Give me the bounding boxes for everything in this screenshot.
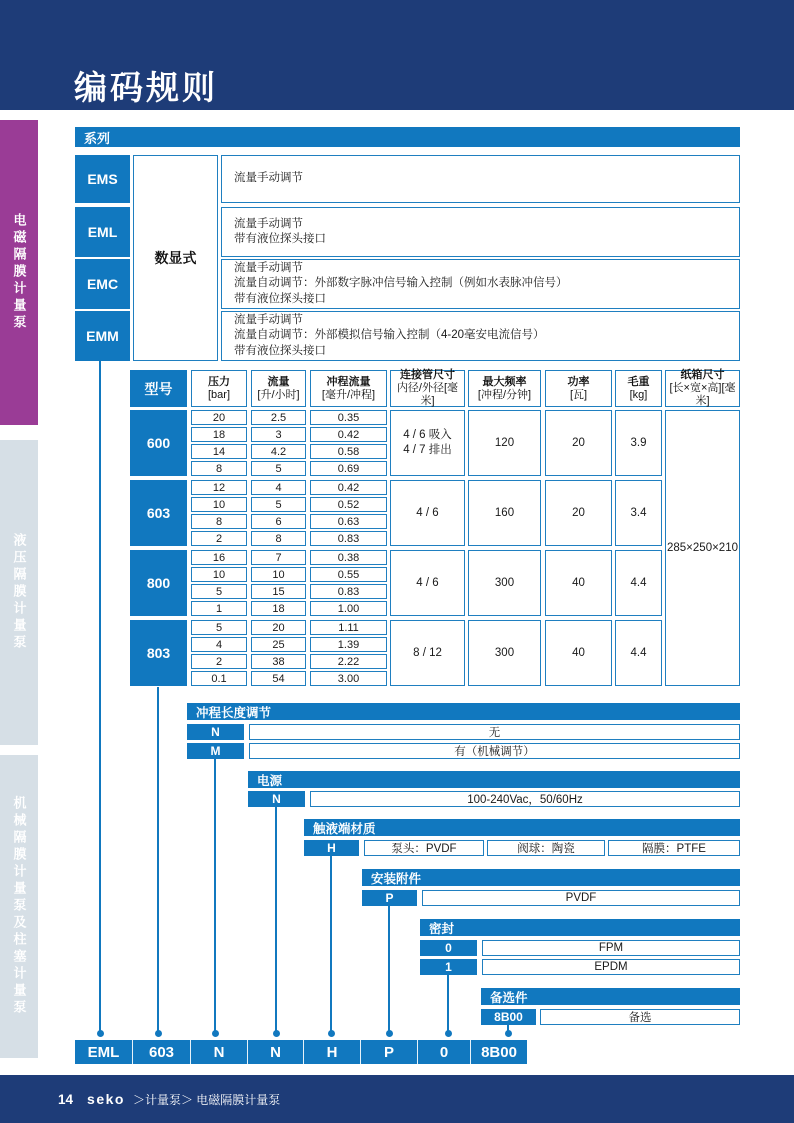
sidebar-tab-label: 机械隔膜计量泵及柱塞计量泵 [11,796,27,1017]
code-segment: P [360,1040,417,1064]
option-key: N [187,724,244,740]
page-header-band [0,0,794,110]
spec-flow-cell: 38 [251,654,306,669]
spec-pressure-cell: 0.1 [191,671,247,686]
spec-pressure-cell: 2 [191,531,247,546]
option-key: N [248,791,305,807]
spec-col-header-line1: 流量 [267,375,290,388]
page-title: 编码规则 [74,69,218,106]
spec-span-line: 3.9 [630,436,647,449]
code-connector-dot [97,1030,104,1037]
spec-model-cell: 603 [130,480,187,546]
option-key: M [187,743,244,759]
spec-connection-cell [390,480,465,546]
spec-flow-cell: 20 [251,620,306,635]
spec-col-header-line2: [kg] [629,388,648,401]
spec-flow-cell: 4 [251,480,306,495]
code-segment: H [303,1040,360,1064]
spec-span-line: 40 [572,576,585,589]
spec-max-frequency-cell [468,550,541,616]
option-title: 触液端材质 [313,821,376,836]
spec-stroke-flow-cell: 0.55 [310,567,387,582]
spec-col-header-line2: [bar] [207,388,230,401]
spec-pressure-cell: 20 [191,410,247,425]
spec-stroke-flow-cell: 0.35 [310,410,387,425]
spec-flow-cell: 3 [251,427,306,442]
spec-pressure-cell: 16 [191,550,247,565]
spec-col-header-line1: 纸箱尺寸 [680,369,725,381]
series-desc-line: 带有液位探头接口 [234,233,326,245]
spec-span-line: 300 [494,576,515,589]
spec-pressure-cell: 12 [191,480,247,495]
series-desc-box [221,207,740,257]
spec-col-header [191,370,247,407]
series-desc-line: 流量自动调节：外部模拟信号输入控制（4-20毫安电流信号） [234,329,545,342]
series-code-cell: EMM [75,311,130,361]
series-desc-box [221,155,740,203]
spec-pressure-cell: 10 [191,497,247,512]
option-header-seal [420,919,740,936]
spec-col-header-line2: [瓦] [569,388,588,401]
sidebar-tab-hydraulic-pumps [0,440,38,745]
spec-weight-cell [615,620,662,686]
spec-span-line: 20 [572,506,585,519]
code-connector-dot [505,1030,512,1037]
series-desc-box [221,311,740,361]
spec-flow-cell: 15 [251,584,306,599]
spec-pressure-cell: 8 [191,461,247,476]
spec-col-header-line2: 内径/外径[毫米] [396,382,459,407]
series-section-title: 系列 [84,130,111,146]
sidebar-tab-electromagnetic-pumps [0,120,38,425]
breadcrumb: ＞计量泵＞ 电磁隔膜计量泵 [132,1092,281,1107]
series-desc-line: 流量手动调节 [234,261,303,274]
option-value: 无 [249,724,740,740]
spec-flow-cell: 54 [251,671,306,686]
spec-stroke-flow-cell: 1.00 [310,601,387,616]
spec-pressure-cell: 10 [191,567,247,582]
option-value-valve-ball: 阀球：陶瓷 [487,840,605,856]
spec-power-cell [545,620,612,686]
spec-pressure-cell: 18 [191,427,247,442]
spec-stroke-flow-cell: 0.58 [310,444,387,459]
code-connector-line [99,361,101,1031]
option-value-diaphragm: 隔膜：PTFE [608,840,740,856]
code-segment: EML [87,1043,120,1061]
option-title: 密封 [429,921,455,936]
spec-model-header: 型号 [130,370,187,407]
spec-pressure-cell: 2 [191,654,247,669]
code-connector-line [214,759,216,1031]
option-key: 1 [420,959,477,975]
code-connector-dot [212,1030,219,1037]
spec-span-line: 4.4 [630,576,647,589]
option-value: FPM [482,940,740,956]
code-connector-line [275,807,277,1031]
option-header-stroke-length [187,703,740,720]
brand-logo: seko [87,1091,125,1107]
spec-span-line: 20 [572,436,585,449]
code-connector-line [447,975,449,1031]
spec-span-line: 160 [494,506,515,519]
series-code-cell: EMS [75,155,130,203]
spec-weight-cell [615,410,662,476]
series-desc-line: 带有液位探头接口 [234,292,326,305]
series-code-cell: EMC [75,259,130,309]
code-connector-line [157,687,159,1031]
option-value: 备选 [540,1009,740,1025]
page-footer [0,1075,794,1123]
spec-weight-cell [615,550,662,616]
option-value: EPDM [482,959,740,975]
option-header-mounting-accessories [362,869,740,886]
spec-power-cell [545,480,612,546]
spec-col-header [468,370,541,407]
spec-flow-cell: 5 [251,461,306,476]
spec-flow-cell: 7 [251,550,306,565]
spec-pressure-cell: 1 [191,601,247,616]
series-desc-line: 流量手动调节 [234,217,303,230]
series-code-cell: EML [75,207,130,257]
spec-power-cell [545,550,612,616]
spec-max-frequency-cell [468,620,541,686]
spec-max-frequency-cell [468,480,541,546]
spec-span-line: 3.4 [630,506,647,519]
spec-flow-cell: 10 [251,567,306,582]
spec-pressure-cell: 5 [191,620,247,635]
code-segment: 0 [417,1040,470,1064]
spec-connection-cell [390,550,465,616]
option-key: H [304,840,359,856]
spec-flow-cell: 2.5 [251,410,306,425]
sidebar-tab-label: 电磁隔膜计量泵 [11,213,27,332]
spec-pressure-cell: 4 [191,637,247,652]
spec-flow-cell: 18 [251,601,306,616]
spec-col-header [390,370,465,407]
spec-power-cell [545,410,612,476]
option-title: 备选件 [490,990,528,1005]
option-value-pump-head: 泵头：PVDF [364,840,484,856]
series-desc-line: 流量手动调节 [234,172,303,185]
spec-col-header-line2: [升/小时] [257,388,300,401]
spec-weight-cell [615,480,662,546]
option-key: 0 [420,940,477,956]
spec-col-header-line2: [毫升/冲程] [321,388,376,401]
spec-stroke-flow-cell: 0.52 [310,497,387,512]
code-segment: 603 [132,1040,190,1064]
series-section-header [75,127,740,147]
spec-stroke-flow-cell: 0.83 [310,531,387,546]
spec-col-header-line1: 连接管尺寸 [400,369,455,381]
option-header-wetted-material [304,819,740,836]
spec-connection-cell [390,620,465,686]
series-display-type-cell: 数显式 [133,155,218,361]
spec-col-header [310,370,387,407]
code-segment: N [247,1040,303,1064]
spec-stroke-flow-cell: 0.63 [310,514,387,529]
spec-span-line: 120 [494,436,515,449]
code-connector-dot [328,1030,335,1037]
spec-col-header [251,370,306,407]
option-title: 电源 [257,773,283,788]
code-connector-dot [155,1030,162,1037]
spec-model-cell: 800 [130,550,187,616]
spec-col-header-line1: 功率 [567,375,590,388]
option-key: 8B00 [481,1009,536,1025]
option-value: 有（机械调节） [249,743,740,759]
code-segment: N [190,1040,247,1064]
spec-flow-cell: 25 [251,637,306,652]
spec-stroke-flow-cell: 3.00 [310,671,387,686]
page-number: 14 [58,1091,74,1107]
spec-flow-cell: 4.2 [251,444,306,459]
spec-model-cell: 803 [130,620,187,686]
product-code-bar [75,1040,527,1064]
spec-max-frequency-cell [468,410,541,476]
spec-span-line: 4 / 6 吸入 [403,429,452,441]
code-connector-dot [386,1030,393,1037]
spec-span-line: 4 / 6 [416,506,439,519]
spec-stroke-flow-cell: 0.38 [310,550,387,565]
spec-span-line: 300 [494,646,515,659]
spec-span-line: 8 / 12 [413,646,442,659]
series-desc-line: 流量手动调节 [234,313,303,326]
spec-stroke-flow-cell: 1.11 [310,620,387,635]
spec-stroke-flow-cell: 0.69 [310,461,387,476]
spec-model-cell: 600 [130,410,187,476]
spec-col-header-line2: [长×宽×高][毫米] [669,382,736,407]
series-desc-line: 流量自动调节：外部数字脉冲信号输入控制（例如水表脉冲信号） [234,277,568,290]
spec-span-line: 4 / 7 排出 [403,444,452,456]
spec-flow-cell: 8 [251,531,306,546]
option-header-optional-parts [481,988,740,1005]
series-desc-box [221,259,740,309]
spec-stroke-flow-cell: 2.22 [310,654,387,669]
option-title: 冲程长度调节 [196,705,272,720]
option-value: 100-240Vac，50/60Hz [310,791,740,807]
option-title: 安装附件 [371,871,422,886]
spec-span-line: 4 / 6 [416,576,439,589]
spec-connection-cell [390,410,465,476]
code-connector-dot [273,1030,280,1037]
spec-col-header [615,370,662,407]
spec-stroke-flow-cell: 0.83 [310,584,387,599]
spec-col-header-line1: 压力 [208,375,230,388]
code-connector-line [330,856,332,1031]
spec-col-header [665,370,740,407]
spec-col-header-line1: 毛重 [627,375,650,388]
spec-stroke-flow-cell: 1.39 [310,637,387,652]
spec-span-line: 4.4 [630,646,647,659]
spec-carton-size-cell: 285×250×210 [665,410,740,686]
spec-stroke-flow-cell: 0.42 [310,427,387,442]
code-connector-dot [445,1030,452,1037]
sidebar-tab-mechanical-pumps [0,755,38,1058]
spec-pressure-cell: 8 [191,514,247,529]
option-header-power-supply [248,771,740,788]
spec-pressure-cell: 5 [191,584,247,599]
spec-col-header-line2: [冲程/分钟] [477,388,532,401]
code-connector-line [388,906,390,1031]
option-key: P [362,890,417,906]
spec-col-header-line1: 冲程流量 [326,375,371,388]
spec-pressure-cell: 14 [191,444,247,459]
spec-col-header [545,370,612,407]
code-segment: 8B00 [470,1040,527,1064]
sidebar-tab-label: 液压隔膜计量泵 [11,533,27,652]
spec-stroke-flow-cell: 0.42 [310,480,387,495]
spec-flow-cell: 5 [251,497,306,512]
option-value: PVDF [422,890,740,906]
spec-span-line: 40 [572,646,585,659]
spec-col-header-line1: 最大频率 [482,375,527,388]
spec-flow-cell: 6 [251,514,306,529]
series-desc-line: 带有液位探头接口 [234,344,326,357]
